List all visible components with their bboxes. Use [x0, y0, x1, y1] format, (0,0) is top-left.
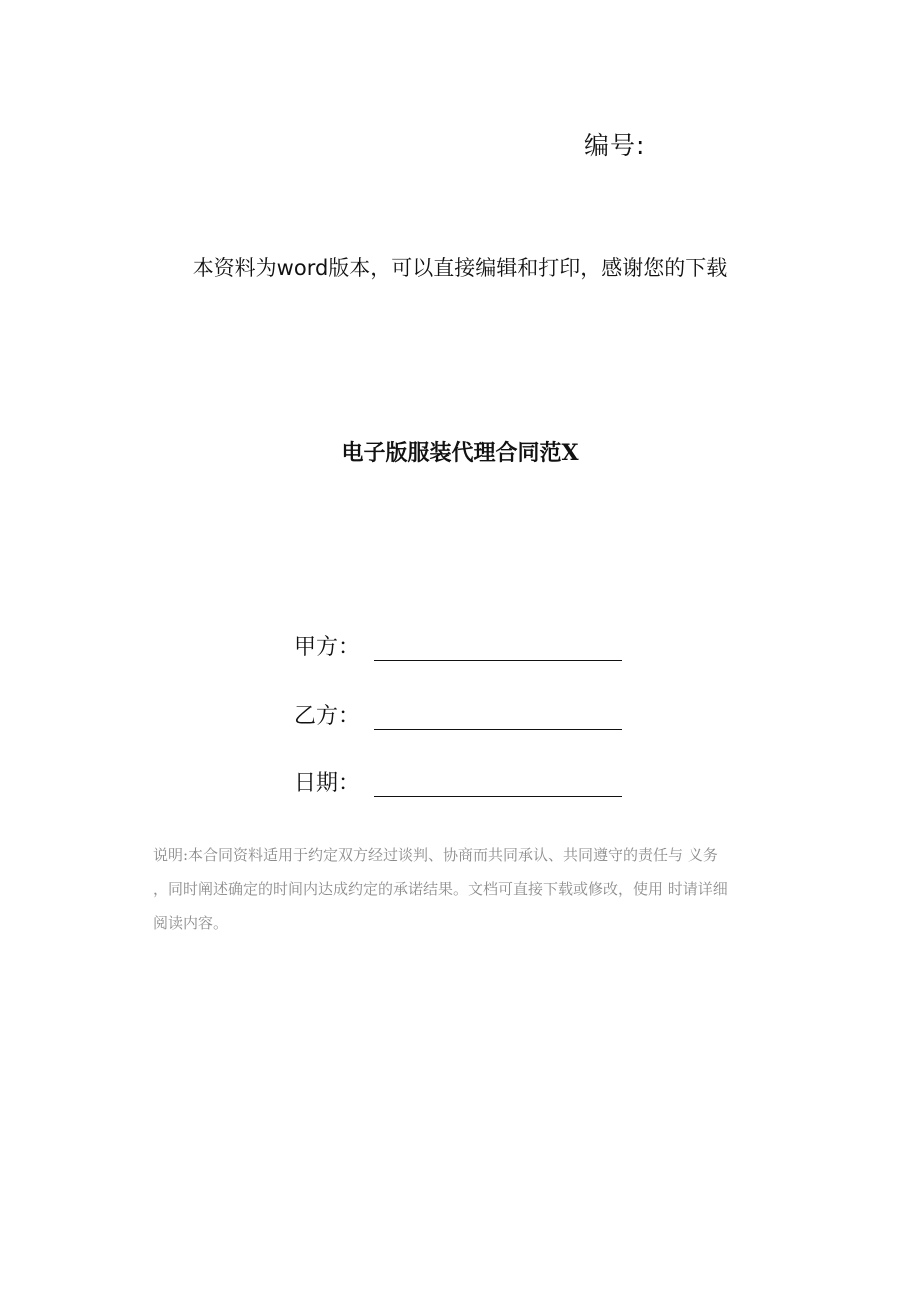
party-b-label: 乙方：: [294, 704, 361, 729]
date-row: [294, 766, 622, 797]
download-notice: 本资料为word版本，可以直接编辑和打印，感谢您的下载: [192, 256, 728, 280]
date-blank-line: [374, 770, 622, 797]
party-b-row: [294, 699, 622, 730]
note-line-3: 阅读内容。: [153, 914, 229, 932]
party-a-blank-line: [374, 634, 622, 661]
party-a-label: 甲方：: [294, 635, 361, 660]
note-line-1: 说明:本合同资料适用于约定双方经过谈判、协商而共同承认、共同遵守的责任与 义务: [153, 846, 718, 864]
document-title: 电子版服装代理合同范X: [341, 440, 579, 466]
explanation-note: [153, 838, 785, 940]
party-b-blank-line: [374, 703, 622, 730]
note-line-2: ，同时阐述确定的时间内达成约定的承诺结果。文档可直接下载或修改，使用 时请详细: [153, 880, 728, 898]
party-a-row: [294, 630, 622, 661]
serial-number-label: 编号:: [584, 131, 646, 160]
date-label: 日期：: [294, 771, 361, 796]
